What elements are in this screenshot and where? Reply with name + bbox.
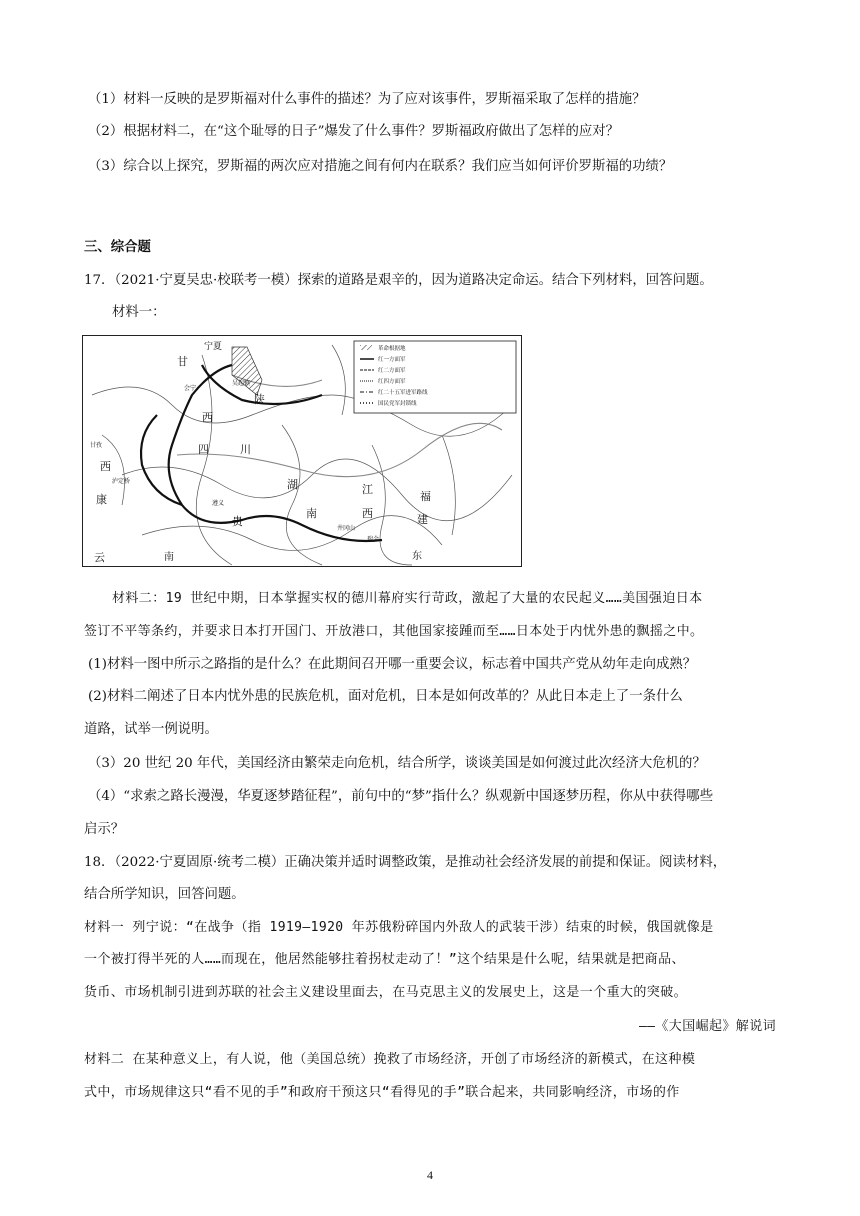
map-label: 贵 (232, 515, 243, 528)
q17-sub3: （3）20 世纪 20 年代，美国经济由繁荣走向危机，结合所学，谈谈美国是如何渡过此次经济大危机的？ (88, 756, 706, 771)
legend-1: 红一方面军 (378, 357, 406, 363)
q17-sub2-line1: (2)材料二阐述了日本内忧外患的民族危机，面对危机，日本是如何改革的？从此日本走上了一条什么 (88, 689, 683, 704)
map-label: 瑞金 (367, 536, 380, 543)
q17-material2-line1: 材料二：19 世纪中期，日本掌握实权的德川幕府实行苛政，激起了大量的农民起义……美国强迫日本 (112, 591, 703, 606)
map-label: 甘 (177, 355, 188, 368)
long-march-map (82, 335, 522, 567)
legend-2: 红二方面军 (378, 368, 406, 374)
map-label: 福 (420, 490, 431, 503)
map-label: 西 (362, 507, 373, 520)
q18-material1-source: ——《大国崛起》解说词 (638, 1019, 776, 1034)
map-label: 井冈山 (337, 525, 356, 532)
map-label: 宁夏 (204, 342, 223, 352)
map-label: 建 (417, 513, 428, 526)
map-label: 湖 (287, 478, 298, 491)
q18-material1-line3: 货币、市场机制引进到苏联的社会主义建设里面去，在马克思主义的发展史上，这是一个重大的突破。 (84, 985, 688, 1000)
map-label: 云 (94, 551, 105, 564)
map-label: 遵义 (212, 500, 225, 507)
legend-4: 红二十五军进军路线 (378, 390, 428, 396)
q16-sub3: （3）综合以上探究，罗斯福的两次应对措施之间有何内在联系？我们应当如何评价罗斯福的功绩？ (88, 159, 673, 174)
page-number: 4 (427, 1168, 433, 1182)
map-label: 东 (412, 551, 422, 562)
q16-sub1: （1）材料一反映的是罗斯福对什么事件的描述？为了应对该事件，罗斯福采取了怎样的措施？ (88, 92, 646, 107)
legend-3: 红四方面军 (378, 379, 406, 385)
q18-stem-line1: 18．（2022·宁夏固原·统考二模）正确决策并适时调整政策，是推动社会经济发展的前提和保证。阅读材料， (84, 855, 727, 870)
section-heading: 三、综合题 (84, 240, 151, 255)
q18-material2-line1: 材料二 在某种意义上，有人说，他（美国总统）挽救了市场经济，开创了市场经济的新模式，在这种模 (84, 1052, 696, 1067)
map-label: 西 (100, 460, 111, 473)
q18-material1-line1: 材料一 列宁说：“在战争（指 1919—1920 年苏俄粉碎国内外敌人的武装干涉）结束的时候，俄国就像是 (84, 920, 714, 935)
q18-stem-line2: 结合所学知识，回答问题。 (84, 887, 245, 902)
legend-5: 国民党军封锁线 (378, 401, 417, 407)
q17-stem: 17．（2021·宁夏吴忠·校联考一模）探索的道路是艰辛的，因为道路决定命运。结合下列材料，回答问题。 (84, 273, 713, 288)
map-label: 南 (164, 552, 174, 563)
q16-sub2: （2）根据材料二，在“这个耻辱的日子”爆发了什么事件？罗斯福政府做出了怎样的应对？ (88, 124, 620, 139)
map-label: 康 (96, 493, 107, 506)
map-label: 陕 (254, 393, 265, 406)
map-label: 川 (240, 443, 251, 456)
q17-sub4-line2: 启示？ (84, 822, 125, 837)
map-label: 江 (362, 483, 373, 496)
q17-material1-label: 材料一： (112, 305, 166, 320)
map-label: 泸定桥 (112, 478, 131, 485)
q18-material2-line2: 式中，市场规律这只“看不见的手”和政府干预这只“看得见的手”联合起来，共同影响经济，市场的作 (84, 1085, 680, 1100)
map-label: 吴起镇 (232, 380, 251, 387)
q17-material2-line2: 签订不平等条约，并要求日本打开国门、开放港口，其他国家接踵而至……日本处于内忧外患的飘摇之中。 (84, 624, 704, 639)
map-label: 会宁 (184, 385, 197, 392)
legend-0: 革命根据地 (378, 346, 406, 352)
q17-sub2-line2: 道路，试举一例说明。 (84, 722, 218, 737)
map-label: 甘孜 (90, 442, 103, 449)
q17-sub1: (1)材料一图中所示之路指的是什么？在此期间召开哪一重要会议，标志着中国共产党从幼年走向成熟？ (88, 657, 697, 672)
map-label: 南 (306, 507, 317, 520)
q18-material1-line2: 一个被打得半死的人……而现在，他居然能够拄着拐杖走动了！”这个结果是什么呢，结果就是把商品、 (84, 952, 685, 967)
map-label: 四 (198, 443, 209, 456)
map-label: 西 (202, 411, 213, 424)
q17-sub4-line1: （4）“求索之路长漫漫，华夏逐梦踏征程”，前句中的“梦”指什么？纵观新中国逐梦历程，你从中获得哪些 (88, 789, 714, 804)
